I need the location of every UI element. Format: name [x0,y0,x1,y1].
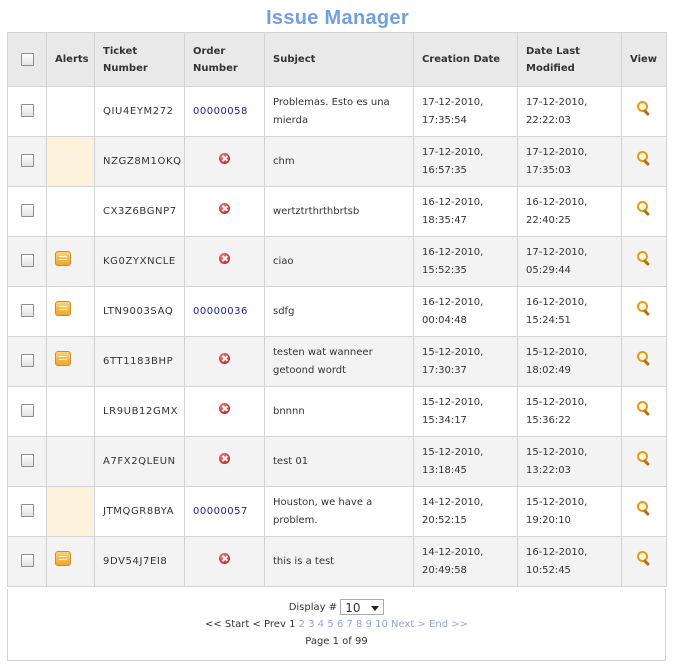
order-number-cell [185,537,265,587]
creation-date-cell: 14-12-2010, 20:52:15 [414,487,518,537]
order-number-cell [185,487,265,537]
row-checkbox[interactable] [21,204,34,217]
modified-date-cell: 15-12-2010, 19:20:10 [518,487,622,537]
creation-date-cell: 16-12-2010, 18:35:47 [414,187,518,237]
row-checkbox[interactable] [21,404,34,417]
row-select-cell [8,337,47,387]
alert-cell [47,287,95,337]
alert-cell [47,87,95,137]
no-order-icon [219,253,230,264]
row-checkbox[interactable] [21,304,34,317]
creation-date-cell: 16-12-2010, 15:52:35 [414,237,518,287]
issues-table [7,32,667,587]
alert-cell [47,187,95,237]
magnifier-icon[interactable] [636,100,652,116]
alert-cell [47,487,95,537]
subject-cell: testen wat wanneer getoond wordt [265,337,414,387]
pager-page-link[interactable]: 5 [327,619,334,630]
subject-cell: bnnnn [265,387,414,437]
pager-page-link[interactable]: 7 [346,619,353,630]
table-row [8,537,667,587]
no-order-icon [219,403,230,414]
magnifier-icon[interactable] [636,150,652,166]
select-all-checkbox[interactable] [21,53,34,66]
row-select-cell [8,237,47,287]
table-row [8,87,667,137]
modified-date-cell: 17-12-2010, 05:29:44 [518,237,622,287]
pagination-footer [7,589,666,661]
subject-cell: sdfg [265,287,414,337]
header-ticket-number: Ticket Number [95,33,185,87]
table-body [8,87,667,587]
pager-page-links [299,619,391,630]
table-row [8,187,667,237]
view-cell [622,87,667,137]
ticket-number: A7FX2QLEUN [95,437,185,487]
view-cell [622,137,667,187]
creation-date-cell: 15-12-2010, 15:34:17 [414,387,518,437]
row-checkbox[interactable] [21,454,34,467]
no-order-icon [219,153,230,164]
page-info: Page 1 of 99 [305,636,368,647]
order-number-cell [185,287,265,337]
view-cell [622,337,667,387]
ticket-number: NZGZ8M1OKQ [95,137,185,187]
display-count-select[interactable]: 10 [340,599,384,615]
modified-date-cell: 17-12-2010, 22:22:03 [518,87,622,137]
order-number-cell [185,437,265,487]
pager-start: << Start [204,619,250,630]
table-row [8,137,667,187]
pager-page-link[interactable]: 9 [365,619,372,630]
ticket-number: QIU4EYM272 [95,87,185,137]
table-row [8,287,667,337]
row-select-cell [8,137,47,187]
order-number-cell [185,387,265,437]
row-select-cell [8,387,47,437]
header-order-number: Order Number [185,33,265,87]
pager [8,617,665,633]
subject-cell: this is a test [265,537,414,587]
no-order-icon [219,203,230,214]
modified-date-cell: 15-12-2010, 15:36:22 [518,387,622,437]
header-date-last-modified: Date Last Modified [518,33,622,87]
pager-prev: < Prev [252,619,286,630]
ticket-number: 6TT1183BHP [95,337,185,387]
creation-date-cell: 17-12-2010, 16:57:35 [414,137,518,187]
row-select-cell [8,87,47,137]
subject-cell: test 01 [265,437,414,487]
view-cell [622,437,667,487]
creation-date-cell: 15-12-2010, 13:18:45 [414,437,518,487]
ticket-number: KG0ZYXNCLE [95,237,185,287]
order-number-cell [185,187,265,237]
alert-cell [47,537,95,587]
ticket-number: LTN9003SAQ [95,287,185,337]
alert-cell [47,337,95,387]
pager-page-link[interactable]: 2 [298,619,305,630]
header-select-all[interactable] [8,33,47,87]
pager-page-link[interactable]: 8 [356,619,363,630]
view-cell [622,537,667,587]
row-checkbox[interactable] [21,354,34,367]
subject-cell: ciao [265,237,414,287]
pager-page-link[interactable]: 6 [336,619,344,630]
ticket-number: 9DV54J7EI8 [95,537,185,587]
subject-cell: Problemas. Esto es una mierda [265,87,414,137]
modified-date-cell: 15-12-2010, 13:22:03 [518,437,622,487]
order-number-link[interactable]: 00000058 [193,105,248,117]
magnifier-icon[interactable] [636,200,652,216]
subject-cell: Houston, we have a problem. [265,487,414,537]
table-row [8,387,667,437]
creation-date-cell: 15-12-2010, 17:30:37 [414,337,518,387]
pager-page-link[interactable]: 4 [317,619,325,630]
row-select-cell [8,437,47,487]
row-select-cell [8,287,47,337]
alert-cell [47,237,95,287]
row-checkbox[interactable] [21,554,34,567]
row-checkbox[interactable] [21,154,34,167]
pager-next-link[interactable]: Next > [391,619,426,630]
order-number-cell [185,87,265,137]
modified-date-cell: 16-12-2010, 10:52:45 [518,537,622,587]
magnifier-icon[interactable] [636,450,652,466]
view-cell [622,187,667,237]
subject-cell: wertztrthrthbrtsb [265,187,414,237]
pager-page-link[interactable]: 10 [375,619,388,630]
header-creation-date: Creation Date [414,33,518,87]
row-select-cell [8,187,47,237]
magnifier-icon[interactable] [636,350,652,366]
table-row [8,337,667,387]
alert-icon[interactable] [55,351,71,366]
alert-icon[interactable] [55,251,71,266]
row-checkbox[interactable] [21,104,34,117]
display-count-control [8,599,665,617]
header-subject: Subject [265,33,414,87]
ticket-number: LR9UB12GMX [95,387,185,437]
view-cell [622,487,667,537]
view-cell [622,387,667,437]
magnifier-icon[interactable] [636,300,652,316]
display-label: Display # [288,602,338,613]
view-cell [622,287,667,337]
modified-date-cell: 16-12-2010, 22:40:25 [518,187,622,237]
row-select-cell [8,537,47,587]
ticket-number: CX3Z6BGNP7 [95,187,185,237]
order-number-link[interactable]: 00000036 [193,305,248,317]
order-number-link[interactable]: 00000057 [193,505,248,517]
no-order-icon [219,553,230,564]
alert-icon[interactable] [55,301,71,316]
alert-cell [47,387,95,437]
page-title: Issue Manager [266,7,409,29]
modified-date-cell: 16-12-2010, 15:24:51 [518,287,622,337]
pager-current-page: 1 [289,619,296,630]
order-number-cell [185,237,265,287]
alert-icon[interactable] [55,551,71,566]
modified-date-cell: 15-12-2010, 18:02:49 [518,337,622,387]
table-row [8,487,667,537]
magnifier-icon[interactable] [636,250,652,266]
no-order-icon [219,353,230,364]
table-row [8,437,667,487]
row-select-cell [8,487,47,537]
table-row [8,237,667,287]
magnifier-icon[interactable] [636,400,652,416]
header-view: View [622,33,667,87]
row-checkbox[interactable] [21,504,34,517]
alert-cell [47,137,95,187]
pager-end-link[interactable]: End >> [429,619,469,630]
row-checkbox[interactable] [21,254,34,267]
alert-cell [47,437,95,487]
creation-date-cell: 16-12-2010, 00:04:48 [414,287,518,337]
pager-page-link[interactable]: 3 [308,619,315,630]
magnifier-icon[interactable] [636,500,652,516]
table-header-row [8,33,667,87]
subject-cell: chm [265,137,414,187]
modified-date-cell: 17-12-2010, 17:35:03 [518,137,622,187]
magnifier-icon[interactable] [636,550,652,566]
ticket-number: JTMQGR8BYA [95,487,185,537]
creation-date-cell: 17-12-2010, 17:35:54 [414,87,518,137]
view-cell [622,237,667,287]
chevron-down-icon [371,606,379,611]
order-number-cell [185,137,265,187]
no-order-icon [219,453,230,464]
creation-date-cell: 14-12-2010, 20:49:58 [414,537,518,587]
header-alerts: Alerts [47,33,95,87]
order-number-cell [185,337,265,387]
